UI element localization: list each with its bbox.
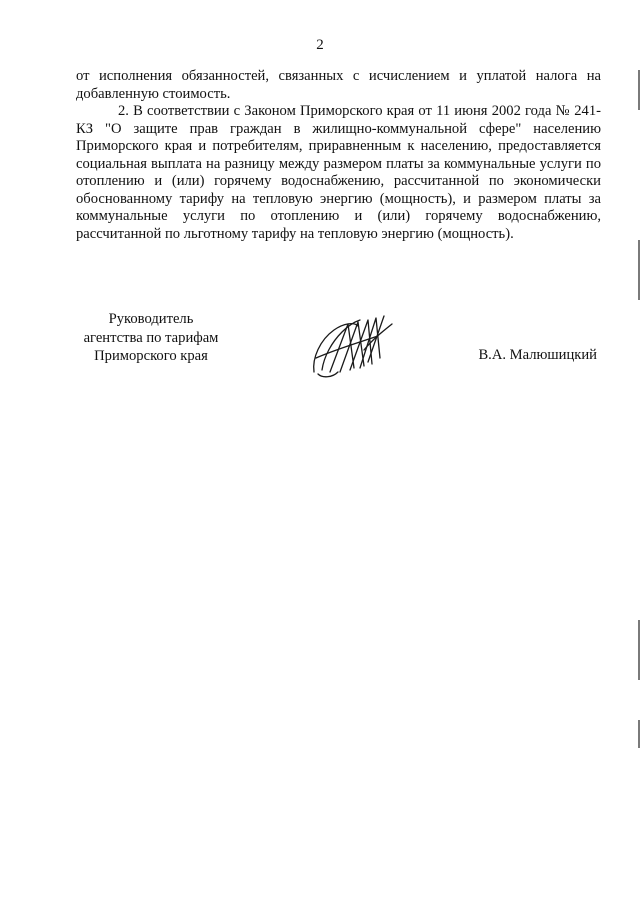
paragraph-continuation: от исполнения обязанностей, связанных с исчислением и уплатой налога на добавленную стоимость. <box>76 68 601 102</box>
signer-position-line: агентства по тарифам <box>83 329 219 346</box>
signer-position-line: Приморского края <box>94 348 208 364</box>
signer-position <box>76 310 226 366</box>
page-number: 2 <box>316 37 324 53</box>
handwritten-signature <box>308 310 398 382</box>
signer-name: В.А. Малюшицкий <box>478 347 597 363</box>
signature-block <box>76 310 601 380</box>
paragraph-item-2: 2. В соответствии с Законом Приморского края от 11 июня 2002 года № 241-КЗ "О защите прав граждан в жилищно-коммунальной сфере" населению Приморского края и потребителям, приравненным к населению, предоставляется социальная выплата на разницу между размером платы за коммунальные услуги по отоплению и (или) горячему водоснабжению, рассчитанной по экономически обоснованному тарифу на тепловую энергию (мощность), и размером платы за коммунальные услуги по отоплению и (или) горячему водоснабжению, рассчитанной по льготному тарифу на тепловую энергию (мощность). <box>76 103 601 242</box>
signer-position-line: Руководитель <box>108 311 194 327</box>
body-text <box>76 68 601 243</box>
signature-strokes <box>314 316 392 377</box>
